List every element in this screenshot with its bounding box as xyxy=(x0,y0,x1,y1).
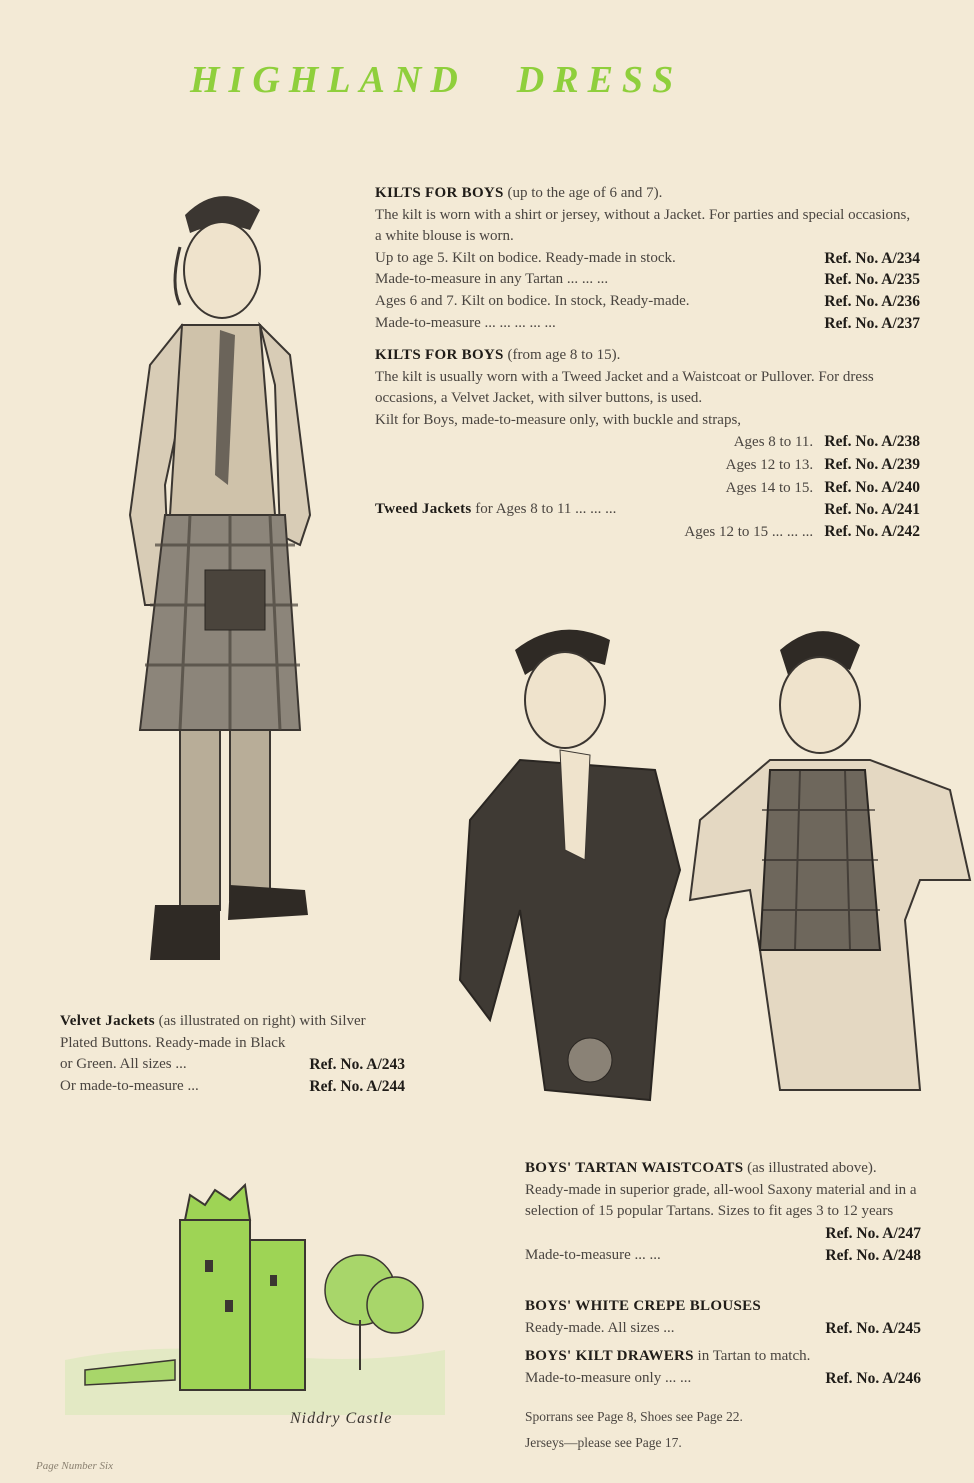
page-number: Page Number Six xyxy=(36,1460,113,1472)
footnotes xyxy=(525,1404,921,1456)
two-boys-jackets-illustration xyxy=(450,620,974,1120)
ref-number: Ref. No. A/236 xyxy=(824,292,920,310)
list-item xyxy=(375,269,920,291)
ref-number: Ref. No. A/242 xyxy=(824,522,920,540)
ref-number: Ref. No. A/234 xyxy=(824,249,920,267)
footnote-sporrans: Sporrans see Page 8, Shoes see Page 22. xyxy=(525,1409,743,1424)
item-label: Made-to-measure in any Tartan ... ... ... xyxy=(375,271,609,288)
kilts-older-note: (from age 8 to 15). xyxy=(507,347,621,363)
drawers-heading: BOYS' KILT DRAWERS xyxy=(525,1348,694,1364)
ref-number: Ref. No. A/245 xyxy=(825,1319,921,1337)
ref-number: Ref. No. A/240 xyxy=(824,478,920,496)
list-item xyxy=(375,521,920,544)
item-label: Made-to-measure only ... ... xyxy=(525,1369,692,1386)
kilts-young-description: The kilt is worn with a shirt or jersey, without a Jacket. For parties and special occasions, a white blouse is worn. xyxy=(375,206,911,245)
kilts-young-note: (up to the age of 6 and 7). xyxy=(507,185,663,201)
niddry-castle-illustration xyxy=(65,1180,445,1415)
item-label: Up to age 5. Kilt on bodice. Ready-made in stock. xyxy=(375,249,676,266)
kilts-older-section xyxy=(375,345,920,543)
velvet-jackets-section xyxy=(60,1011,405,1097)
list-item xyxy=(525,1368,921,1390)
title-word-dress: DRESS xyxy=(516,59,683,101)
ref-number: Ref. No. A/235 xyxy=(824,271,920,289)
ref-number: Ref. No. A/244 xyxy=(309,1077,405,1095)
kilts-young-section xyxy=(375,183,920,334)
ref-number: Ref. No. A/241 xyxy=(824,501,920,519)
item-label: Ages 12 to 13. xyxy=(725,456,814,473)
velvet-description: (as illustrated on right) with Silver Plated Buttons. Ready-made in Black xyxy=(60,1013,366,1051)
item-label: Ready-made. All sizes ... xyxy=(525,1319,675,1336)
drawers-section xyxy=(525,1346,921,1389)
waistcoats-description: (as illustrated above). Ready-made in superior grade, all-wool Saxony material and in a selection of 15 popular Tartans. Sizes to fit ages 3 to 12 years xyxy=(525,1160,917,1220)
item-label: Made-to-measure ... ... ... ... ... xyxy=(375,314,556,331)
kilts-older-intro: Kilt for Boys, made-to-measure only, with buckle and straps, xyxy=(375,411,742,428)
list-item xyxy=(375,454,920,477)
ref-number: Ref. No. A/247 xyxy=(825,1224,921,1242)
item-label: Ages 8 to 11. xyxy=(733,434,814,451)
list-item xyxy=(525,1245,921,1267)
list-item xyxy=(375,499,920,521)
item-label: Made-to-measure ... ... xyxy=(525,1247,661,1264)
list-item xyxy=(60,1054,405,1076)
list-item xyxy=(375,248,920,270)
item-label: Ages 14 to 15. xyxy=(725,479,814,496)
list-item xyxy=(375,313,920,335)
blouses-heading: BOYS' WHITE CREPE BLOUSES xyxy=(525,1298,762,1314)
list-item xyxy=(525,1318,921,1340)
kilts-older-description: The kilt is usually worn with a Tweed Jacket and a Waistcoat or Pullover. For dress occasions, a Velvet Jacket, with silver buttons, is used. xyxy=(375,368,874,407)
tweed-heading: Tweed Jackets xyxy=(375,501,472,518)
ref-number: Ref. No. A/239 xyxy=(824,455,920,473)
list-item xyxy=(375,477,920,500)
page-title xyxy=(190,58,830,102)
waistcoats-heading: BOYS' TARTAN WAISTCOATS xyxy=(525,1160,744,1176)
velvet-heading: Velvet Jackets xyxy=(60,1013,155,1029)
list-item xyxy=(375,431,920,454)
ref-number: Ref. No. A/243 xyxy=(309,1056,405,1074)
footnote-jerseys: Jerseys—please see Page 17. xyxy=(525,1435,682,1450)
drawers-note: in Tartan to match. xyxy=(697,1348,811,1364)
item-label: Ages 12 to 15 ... ... ... xyxy=(684,523,814,540)
boy-in-kilt-illustration xyxy=(110,185,340,975)
item-label: Ages 6 and 7. Kilt on bodice. In stock, Ready-made. xyxy=(375,292,690,309)
ref-number: Ref. No. A/238 xyxy=(824,433,920,451)
kilts-older-heading: KILTS FOR BOYS xyxy=(375,347,504,363)
blouses-section xyxy=(525,1296,921,1339)
item-label: for Ages 8 to 11 ... ... ... xyxy=(475,501,617,518)
ref-number: Ref. No. A/248 xyxy=(825,1247,921,1265)
kilts-young-heading: KILTS FOR BOYS xyxy=(375,185,504,201)
item-label: or Green. All sizes ... xyxy=(60,1056,187,1073)
ref-number: Ref. No. A/237 xyxy=(824,314,920,332)
item-label: Or made-to-measure ... xyxy=(60,1077,199,1094)
list-item xyxy=(375,291,920,313)
waistcoats-section xyxy=(525,1158,921,1267)
title-word-highland: HIGHLAND xyxy=(190,59,467,101)
list-item xyxy=(60,1076,405,1098)
ref-number: Ref. No. A/246 xyxy=(825,1369,921,1387)
castle-caption: Niddry Castle xyxy=(290,1410,393,1427)
